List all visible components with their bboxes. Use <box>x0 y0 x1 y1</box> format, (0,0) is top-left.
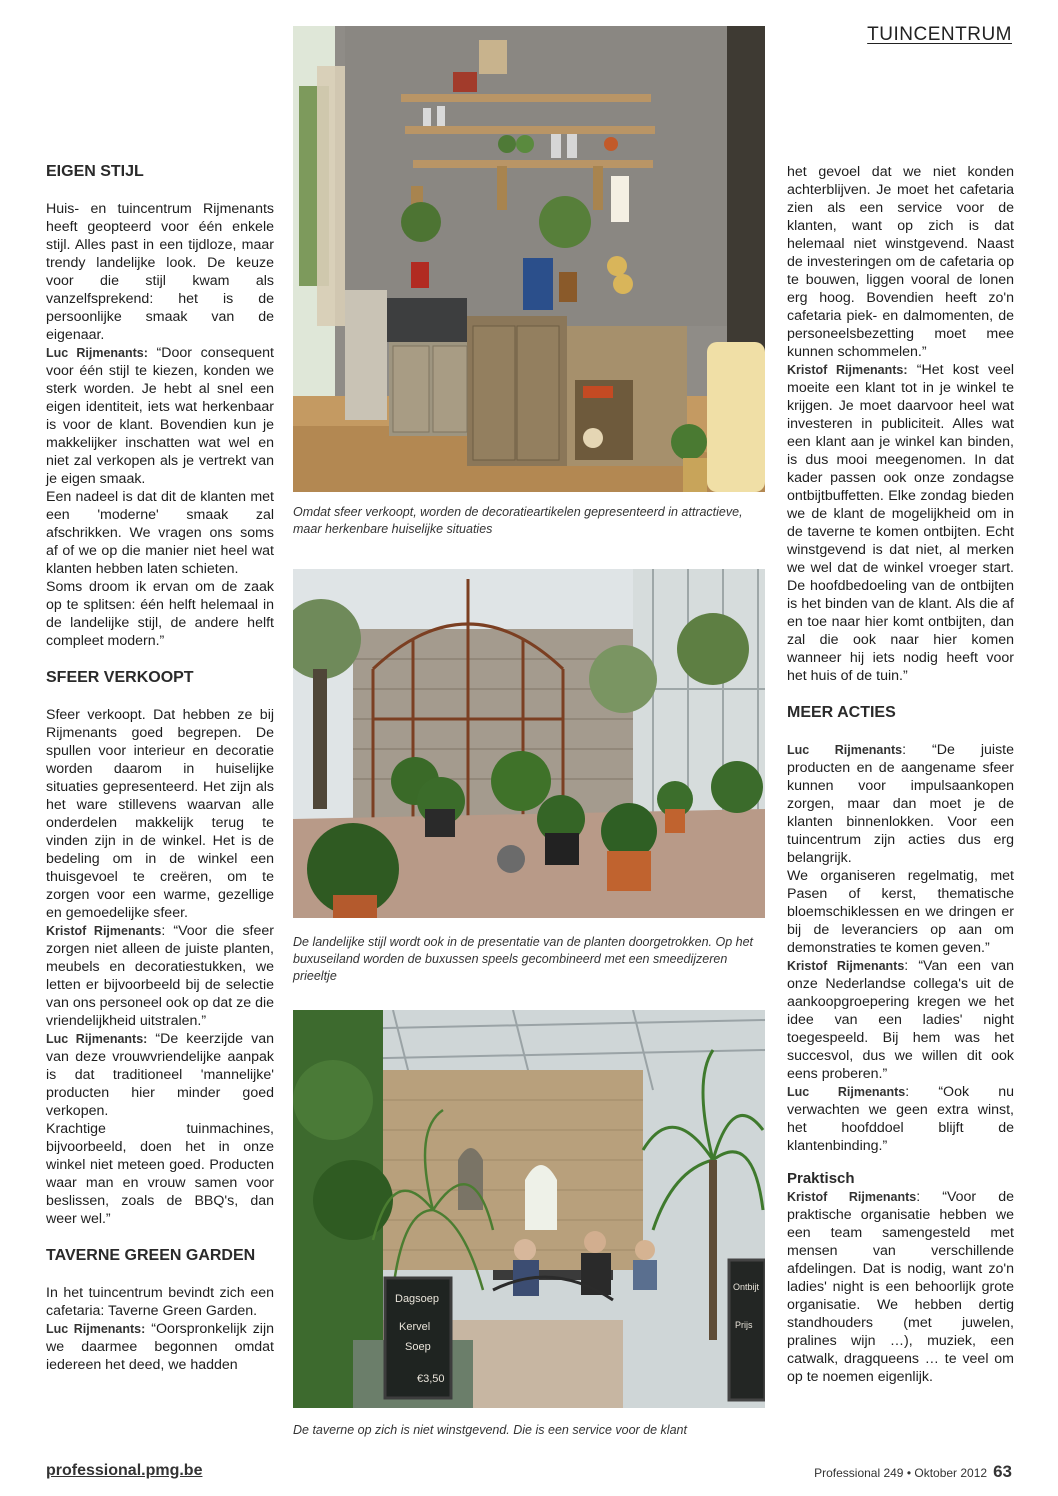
paragraph: Sfeer verkoopt. Dat hebben ze bij Rijmenants goed begrepen. De spullen voor interieur en decoratie worden daarom in huiselijke situaties gepresenteerd. Het zijn als het ware stillevens waarvan alle onderdelen makkelijk terug te vinden zijn in de winkel. Het is de bedeling om in de winkel een thuisgevoel te creëren, om te zorgen voor een warme, gezellige en gemoedelijke sfeer. <box>46 707 274 921</box>
paragraph: We organiseren regelmatig, met Pasen of kerst, thematische bloemschiklessen en we dringen er bij de leveranciers op aan om demonstraties te komen geven.” <box>787 868 1014 956</box>
paragraph <box>787 741 1014 867</box>
boxwood-gazebo-illustration <box>293 569 765 918</box>
paragraph: Soms droom ik ervan om de zaak op te splitsen: één helft helemaal in de landelijke stijl, de andere helft compleet modern.” <box>46 579 274 649</box>
heading-sfeer-verkoopt: SFEER VERKOOPT <box>46 669 194 686</box>
speaker-name: Luc Rijmenants <box>787 743 903 757</box>
heading-praktisch: Praktisch <box>787 1170 855 1187</box>
paragraph <box>46 922 274 1030</box>
kitchen-display-illustration <box>293 26 765 492</box>
caption-photo-1: Omdat sfeer verkoopt, worden de decoratieartikelen gepresenteerd in attractieve, maar herkenbare huiselijke situaties <box>293 505 743 536</box>
photo-taverne <box>293 1010 765 1408</box>
sign-text: Soep <box>405 1341 431 1353</box>
page-number: 63 <box>993 1462 1012 1481</box>
quote-text: : “Voor de praktische organisatie hebben we een team samengesteld met mensen van verschillende afdelingen. Dat is nodig, want zo'n ladies' night is een behoorlijk grote organisatie. We hebben dertig standhouders (met juwelen, pralines wijn …), muziek, een catwalk, dragqueens … te veel om op te noemen eigenlijk. <box>787 1189 1014 1385</box>
quote-text: : “Van een van onze Nederlandse collega's uit de aankoopgroepering kregen we het idee van een ladies' night toegespeeld. Bij hem was het succesvol, dus we willen dit ook eens proberen.” <box>787 958 1014 1082</box>
sign-text: Prijs <box>735 1320 753 1330</box>
photo-kitchen-display <box>293 26 765 492</box>
paragraph: Krachtige tuinmachines, bijvoorbeeld, doen het in onze winkel niet meteen goed. Producten waar man en vrouw samen voor beslissen, zoals de BBQ's, dan weer wel.” <box>46 1121 274 1227</box>
speaker-name: Kristof Rijmenants <box>787 959 905 973</box>
caption-photo-2: De landelijke stijl wordt ook in de presentatie van de planten doorgetrokken. Op het buxuseiland worden de buxussen speels gecombineerd met een smeedijzeren prieeltje <box>293 935 754 983</box>
paragraph <box>787 1083 1014 1155</box>
paragraph <box>46 1030 274 1120</box>
quote-text: : “Ook nu verwachten we geen extra winst, het hoofddoel blijft de klantenbinding.” <box>787 1084 1014 1154</box>
speaker-name: Luc Rijmenants: <box>46 346 148 360</box>
photo-boxwood-gazebo <box>293 569 765 918</box>
speaker-name: Luc Rijmenants: <box>46 1032 148 1046</box>
heading-meer-acties: MEER ACTIES <box>787 704 896 721</box>
paragraph <box>46 344 274 488</box>
paragraph <box>787 361 1014 685</box>
footer-issue <box>814 1462 1012 1482</box>
issue-label: Professional 249 • Oktober 2012 <box>814 1466 988 1480</box>
sign-text: €3,50 <box>417 1373 445 1385</box>
footer-website[interactable]: professional.pmg.be <box>46 1462 203 1479</box>
speaker-name: Kristof Rijmenants: <box>787 363 908 377</box>
paragraph: In het tuincentrum bevindt zich een cafetaria: Taverne Green Garden. <box>46 1285 274 1319</box>
paragraph: het gevoel dat we niet konden achterblijven. Je moet het cafetaria zien als een service voor de klanten, want op zich is dat helemaal niet winstgevend. Naast de investeringen om de cafetaria op te bouwen, liggen vooral de lonen erg hoog. Bovendien heeft zo'n cafetaria piek- en dalmomenten, de personeelsbezetting moet mee kunnen schommelen.” <box>787 164 1014 360</box>
taverne-illustration <box>293 1010 765 1408</box>
paragraph: Een nadeel is dat dit de klanten met een 'moderne' smaak zal afschrikken. We vragen ons soms af of we op die manier niet heel wat klanten hebben laten schieten. <box>46 489 274 577</box>
caption-photo-3: De taverne op zich is niet winstgevend. Die is een service voor de klant <box>293 1423 687 1437</box>
quote-text: “De keerzijde van van deze vrouwvriendelijke aanpak is dat traditioneel 'mannelijke' producten hier minder goed verkopen. <box>46 1031 274 1119</box>
paragraph <box>787 957 1014 1083</box>
speaker-name: Luc Rijmenants <box>787 1085 906 1099</box>
heading-eigen-stijl: EIGEN STIJL <box>46 163 144 180</box>
quote-text: “Het kost veel moeite een klant tot in je winkel te krijgen. Je moet daarvoor heel wat investeren in publiciteit. Alles wat een klant aan je winkel kan binden, is dus mooi meegenomen. In dat kader passen ook onze zondagse ontbijtbuffetten. Elke zondag bieden we de klant de mogelijkheid om in de taverne te komen ontbijten. Echt winstgevend is dat niet, al merken we wel dat de winkel vroeger start. De hoofdbedoeling van de ontbijten is het binden van de klant. Als die af en toe naar hier komt ontbijten, dan zal die ook naar hier komen wanneer hij iets nodig heeft voor het huis of de tuin.” <box>787 362 1014 684</box>
paragraph: Huis- en tuincentrum Rijmenants heeft geopteerd voor één enkele stijl. Alles past in een tijdloze, maar trendy landelijke look. De keuze voor die stijl kwam als vanzelfsprekend: het is de persoonlijke smaak van de eigenaar. <box>46 201 274 343</box>
sign-text: Kervel <box>399 1321 431 1333</box>
quote-text: : “De juiste producten en de aangename sfeer kunnen voor impulsaankopen zorgen, maar dan moet je de klanten binnenlokken. Voor een tuincentrum zijn acties dus erg belangrijk. <box>787 742 1014 866</box>
quote-text: : “Voor die sfeer zorgen niet alleen de juiste planten, meubels en decoratiestukken, we letten er bijvoorbeeld bij de selectie van ons personeel ook op dat ze die vriendelijkheid uitstralen.” <box>46 923 274 1029</box>
right-column <box>787 163 1014 1386</box>
speaker-name: Kristof Rijmenants <box>787 1190 917 1204</box>
quote-text: “Oorspronkelijk zijn we daarmee begonnen omdat iedereen het deed, we hadden <box>46 1321 274 1373</box>
quote-text: “Door consequent voor één stijl te kiezen, konden we sterk worden. Je hebt al snel een eigen identiteit, iets wat herkenbaar is voor de klant. Bovendien kun je makkelijker inschatten wat wel en niet zal verkopen als je vertrekt van je eigen smaak. <box>46 345 274 487</box>
heading-taverne: TAVERNE GREEN GARDEN <box>46 1247 256 1264</box>
sign-text: Ontbijt <box>733 1282 760 1292</box>
paragraph <box>787 1188 1014 1386</box>
speaker-name: Luc Rijmenants: <box>46 1322 146 1336</box>
sign-text: Dagsoep <box>395 1293 440 1305</box>
speaker-name: Kristof Rijmenants <box>46 924 162 938</box>
section-tag: TUINCENTRUM <box>867 24 1012 45</box>
left-column <box>46 162 274 1374</box>
paragraph <box>46 1320 274 1374</box>
